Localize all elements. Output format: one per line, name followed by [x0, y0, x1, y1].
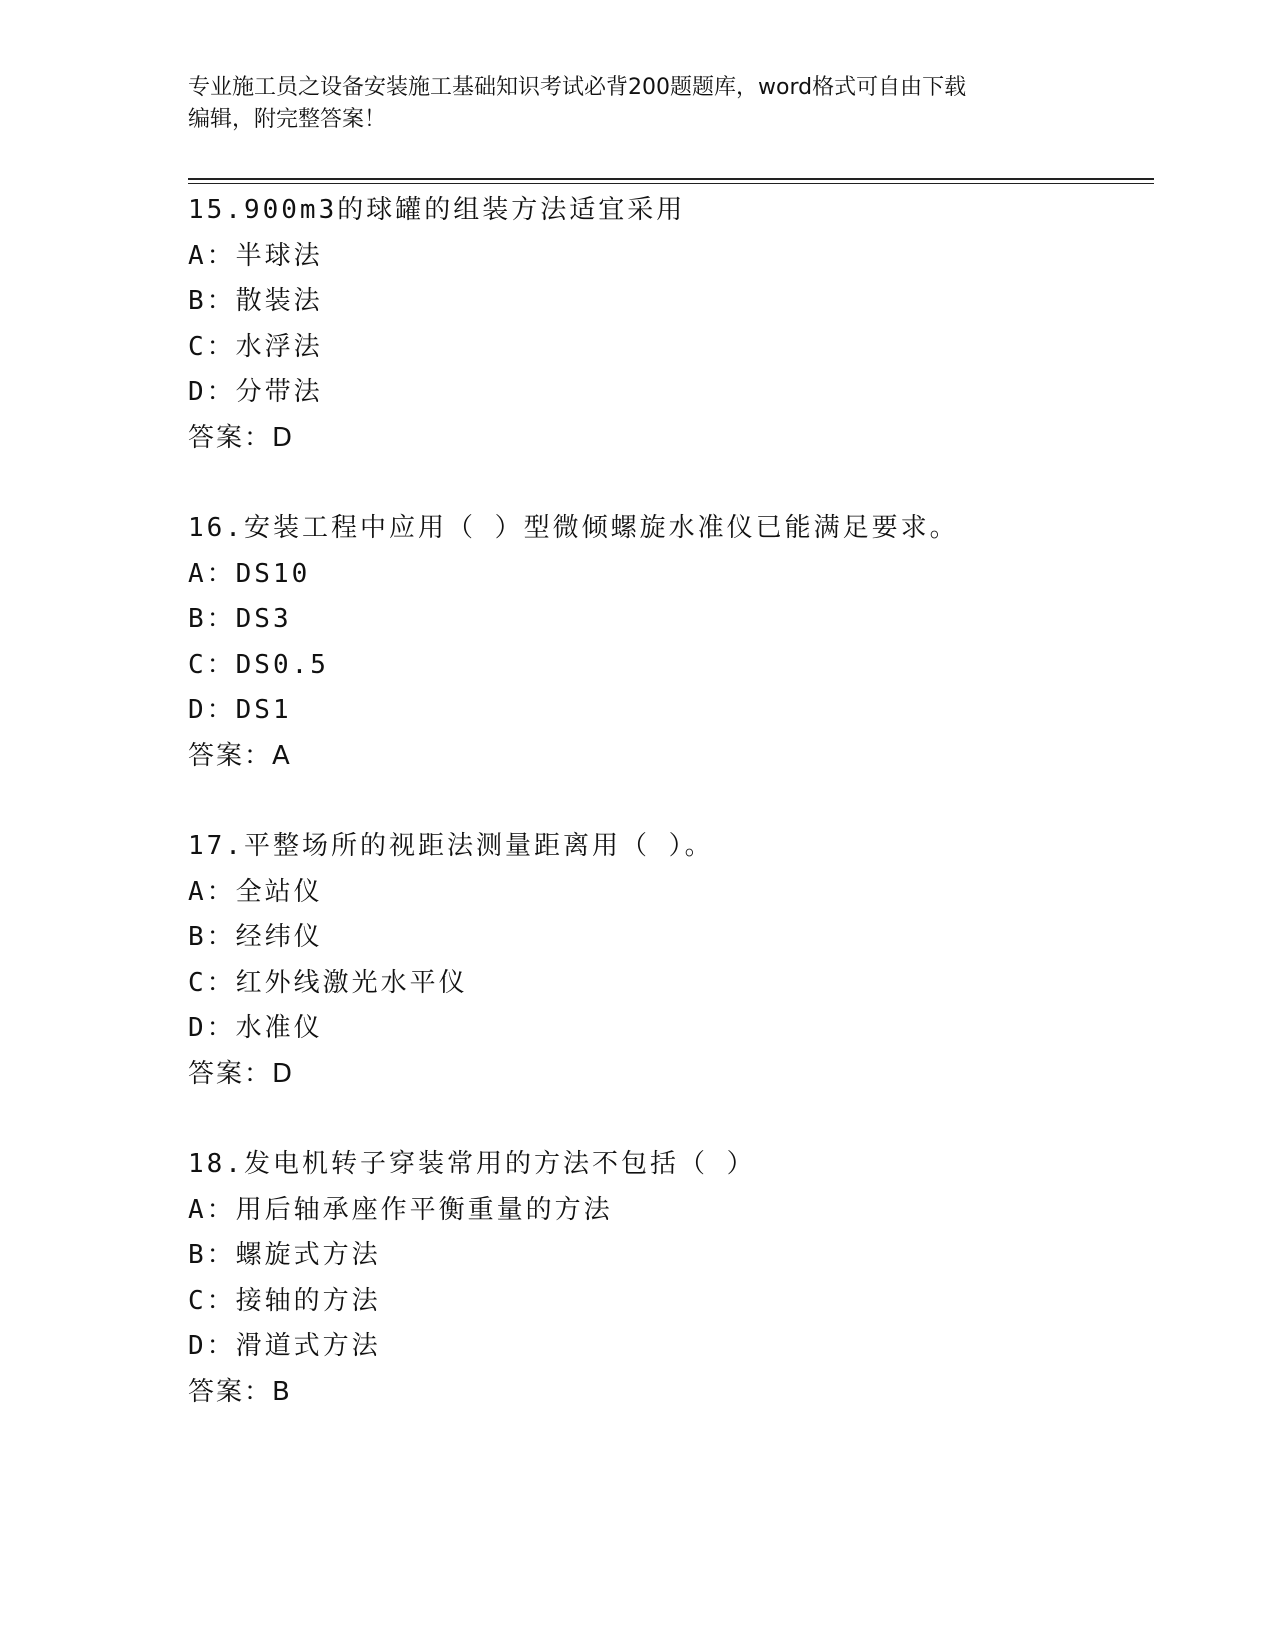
option-d: D：DS1	[188, 695, 292, 726]
option-c: C：水浮法	[188, 331, 323, 362]
option-b: B：散装法	[188, 286, 323, 317]
question-stem: 18.发电机转子穿装常用的方法不包括（ ）	[188, 1149, 756, 1179]
header-divider-thick	[188, 178, 1154, 180]
document-header	[188, 72, 1068, 136]
option-c: C：红外线激光水平仪	[188, 967, 468, 998]
header-line-2: 编辑，附完整答案！	[188, 107, 387, 132]
option-b: B：DS3	[188, 604, 292, 635]
question-stem: 17.平整场所的视距法测量距离用（ ）。	[188, 831, 714, 861]
question-17	[188, 824, 1148, 1142]
option-d: D：滑道式方法	[188, 1331, 381, 1362]
answer-line: 答案：D	[188, 422, 295, 453]
option-d: D：水准仪	[188, 1013, 323, 1044]
header-line-1: 专业施工员之设备安装施工基础知识考试必背200题题库，word格式可自由下载	[188, 75, 967, 100]
question-15	[188, 188, 1148, 506]
question-stem: 15.900m3的球罐的组装方法适宜采用	[188, 195, 686, 225]
option-a: A：全站仪	[188, 876, 323, 907]
answer-line: 答案：D	[188, 1058, 295, 1089]
option-c: C：接轴的方法	[188, 1285, 381, 1316]
option-a: A：半球法	[188, 240, 323, 271]
question-list	[188, 188, 1148, 1460]
option-b: B：经纬仪	[188, 922, 323, 953]
option-a: A：用后轴承座作平衡重量的方法	[188, 1194, 613, 1225]
option-d: D：分带法	[188, 377, 323, 408]
answer-line: 答案：A	[188, 740, 292, 771]
header-divider-thin	[188, 183, 1154, 184]
question-16	[188, 506, 1148, 824]
option-c: C：DS0.5	[188, 649, 329, 680]
answer-line: 答案：B	[188, 1376, 292, 1407]
question-18	[188, 1142, 1148, 1460]
option-b: B：螺旋式方法	[188, 1240, 381, 1271]
option-a: A：DS10	[188, 558, 311, 589]
question-stem: 16.安装工程中应用（ ）型微倾螺旋水准仪已能满足要求。	[188, 513, 959, 543]
